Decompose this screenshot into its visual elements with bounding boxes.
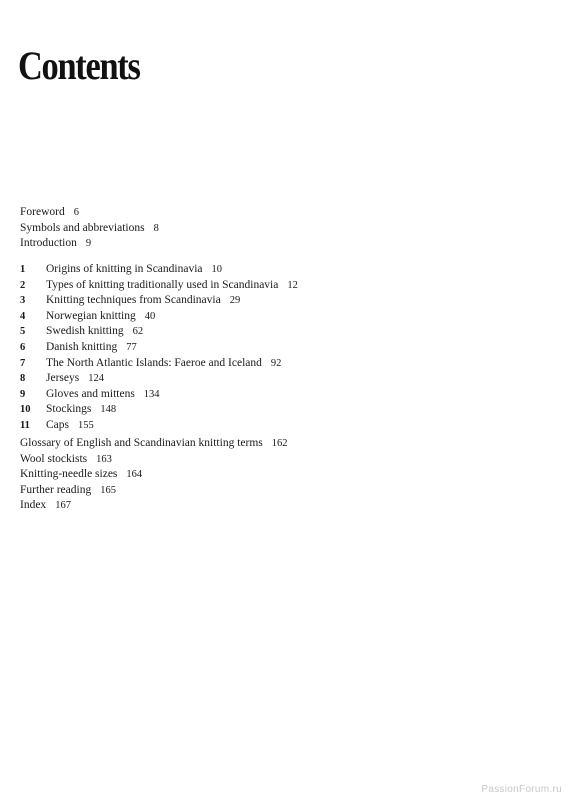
toc-entry-label: Symbols and abbreviations bbox=[20, 221, 145, 234]
toc-entry-label: Index bbox=[20, 499, 47, 512]
chapter-entry bbox=[20, 309, 298, 325]
chapter-title: The North Atlantic Islands: Faeroe and Iceland bbox=[46, 356, 262, 369]
chapter-entry bbox=[20, 340, 298, 356]
chapter-entry bbox=[20, 387, 298, 403]
chapter-title: Knitting techniques from Scandinavia bbox=[46, 294, 221, 307]
chapter-number: 2 bbox=[20, 279, 26, 291]
chapter-page: 10 bbox=[211, 264, 223, 275]
chapter-number: 5 bbox=[20, 326, 26, 338]
chapter-page: 62 bbox=[132, 326, 144, 338]
toc-entry-label: Knitting-needle sizes bbox=[20, 468, 118, 481]
chapter-entry bbox=[20, 356, 298, 372]
chapter-entry bbox=[20, 278, 298, 294]
chapter-page: 124 bbox=[88, 373, 104, 385]
chapter-number: 11 bbox=[20, 419, 30, 431]
chapter-number: 6 bbox=[20, 341, 26, 353]
toc-entry bbox=[20, 221, 159, 237]
chapter-page: 134 bbox=[143, 388, 160, 400]
toc-entry bbox=[20, 498, 288, 514]
toc-entry bbox=[20, 236, 159, 252]
toc-entry-page: 167 bbox=[55, 500, 71, 512]
chapter-title: Swedish knitting bbox=[46, 325, 124, 338]
toc-entry bbox=[20, 467, 288, 483]
chapter-number: 10 bbox=[20, 404, 31, 416]
chapter-entry bbox=[20, 418, 298, 434]
chapter-number: 1 bbox=[20, 264, 26, 275]
toc-entry-page: 164 bbox=[126, 469, 143, 481]
toc-entry-page: 9 bbox=[85, 238, 92, 250]
chapter-number: 8 bbox=[20, 373, 26, 385]
chapter-page: 12 bbox=[287, 279, 298, 291]
toc-entry-label: Further reading bbox=[20, 483, 92, 496]
toc-entry-page: 6 bbox=[73, 207, 79, 218]
chapter-number: 9 bbox=[20, 388, 26, 400]
toc-entry-page: 165 bbox=[100, 484, 116, 496]
chapter-entry bbox=[20, 262, 298, 278]
watermark: PassionForum.ru bbox=[481, 784, 562, 795]
back-matter-list bbox=[20, 436, 288, 514]
chapter-title: Types of knitting traditionally used in Scandinavia bbox=[46, 278, 279, 291]
chapter-entry bbox=[20, 293, 298, 309]
toc-entry-page: 8 bbox=[153, 222, 159, 234]
chapter-title: Norwegian knitting bbox=[46, 309, 136, 322]
chapter-entry bbox=[20, 371, 298, 387]
chapter-title: Caps bbox=[46, 418, 69, 431]
chapter-entry bbox=[20, 324, 298, 340]
toc-entry bbox=[20, 205, 159, 221]
chapter-page: 148 bbox=[100, 404, 117, 416]
chapter-title: Danish knitting bbox=[46, 340, 118, 353]
toc-entry bbox=[20, 483, 288, 499]
toc-entry-page: 162 bbox=[271, 438, 288, 449]
chapter-list bbox=[20, 262, 298, 434]
toc-entry-page: 163 bbox=[96, 453, 112, 465]
chapter-number: 3 bbox=[20, 295, 26, 307]
chapter-title: Jerseys bbox=[46, 372, 80, 385]
chapter-title: Gloves and mittens bbox=[46, 387, 135, 400]
chapter-number: 4 bbox=[20, 310, 26, 322]
toc-entry-label: Glossary of English and Scandinavian knitting terms bbox=[20, 437, 263, 449]
chapter-title: Origins of knitting in Scandinavia bbox=[46, 263, 203, 275]
chapter-page: 77 bbox=[126, 341, 137, 353]
chapter-entry bbox=[20, 402, 298, 418]
chapter-page: 29 bbox=[229, 295, 241, 307]
page-title: Contents bbox=[18, 43, 140, 88]
toc-entry-label: Wool stockists bbox=[20, 452, 88, 465]
toc-entry-label: Introduction bbox=[20, 237, 77, 250]
toc-entry bbox=[20, 436, 288, 452]
chapter-page: 92 bbox=[270, 357, 282, 369]
chapter-number: 7 bbox=[20, 357, 26, 369]
chapter-title: Stockings bbox=[46, 403, 92, 416]
chapter-page: 155 bbox=[78, 419, 94, 431]
toc-entry-label: Foreword bbox=[20, 206, 65, 218]
front-matter-list bbox=[20, 205, 159, 252]
toc-entry bbox=[20, 452, 288, 468]
chapter-page: 40 bbox=[144, 310, 156, 322]
